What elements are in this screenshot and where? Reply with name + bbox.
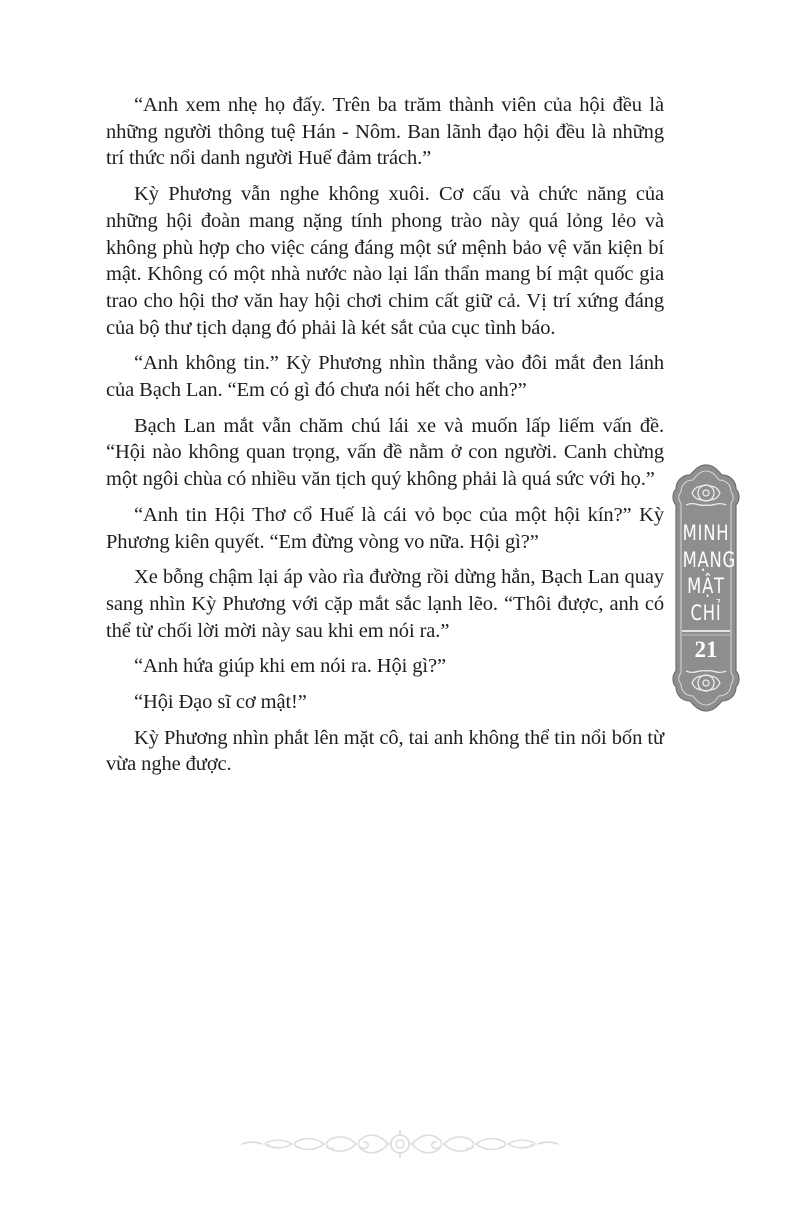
chapter-side-tab bbox=[670, 463, 742, 713]
page-number: 21 bbox=[694, 637, 718, 662]
paragraph: Kỳ Phương vẫn nghe không xuôi. Cơ cấu và chức năng của những hội đoàn mang nặng tính phong trào này quá lỏng lẻo và không phù hợp cho việc cáng đáng một sứ mệnh bảo vệ văn kiện bí mật. Không có một nhà nước nào lại lẩn thẩn mang bí mật quốc gia trao cho hội thơ văn hay hội chơi chim cất giữ cả. Vị trí xứng đáng của bộ thư tịch dạng đó phải là két sắt của cục tình báo. bbox=[106, 183, 664, 339]
page-body bbox=[106, 92, 664, 787]
side-tab-title-line: MẠNG bbox=[682, 548, 737, 572]
footer-ornament bbox=[238, 1126, 562, 1162]
side-tab-title-line: MINH bbox=[682, 521, 730, 545]
floral-scroll-ornament-icon bbox=[238, 1126, 562, 1162]
paragraph: “Anh hứa giúp khi em nói ra. Hội gì?” bbox=[134, 655, 446, 678]
paragraph: “Anh xem nhẹ họ đấy. Trên ba trăm thành viên của hội đều là những người thông tuệ Hán - Nôm. Ban lãnh đạo hội đều là những trí thức nổi danh người Huế đảm trách.” bbox=[106, 94, 664, 170]
paragraph: Bạch Lan mắt vẫn chăm chú lái xe và muốn lấp liếm vấn đề. “Hội nào không quan trọng, vấn đề nằm ở con người. Canh chừng một ngôi chùa có nhiều văn tịch quý không phải là quá sức với họ.” bbox=[106, 414, 664, 491]
paragraph: “Anh tin Hội Thơ cổ Huế là cái vỏ bọc của một hội kín?” Kỳ Phương kiên quyết. “Em đừng vòng vo nữa. Hội gì?” bbox=[106, 503, 664, 553]
paragraph: Kỳ Phương nhìn phắt lên mặt cô, tai anh không thể tin nổi bốn từ vừa nghe được. bbox=[106, 726, 664, 776]
side-tab-title-line: MẬT bbox=[687, 574, 725, 598]
side-tab-title-line: CHỈ bbox=[690, 601, 722, 625]
paragraph: “Anh không tin.” Kỳ Phương nhìn thẳng vào đôi mắt đen lánh của Bạch Lan. “Em có gì đó chưa nói hết cho anh?” bbox=[106, 352, 664, 402]
paragraph: “Hội Đạo sĩ cơ mật!” bbox=[134, 691, 307, 714]
paragraph: Xe bỗng chậm lại áp vào rìa đường rồi dừng hẳn, Bạch Lan quay sang nhìn Kỳ Phương với cặp mắt sắc lạnh lẽo. “Thôi được, anh có thể từ chối lời mời này sau khi em nói ra.” bbox=[106, 566, 664, 642]
